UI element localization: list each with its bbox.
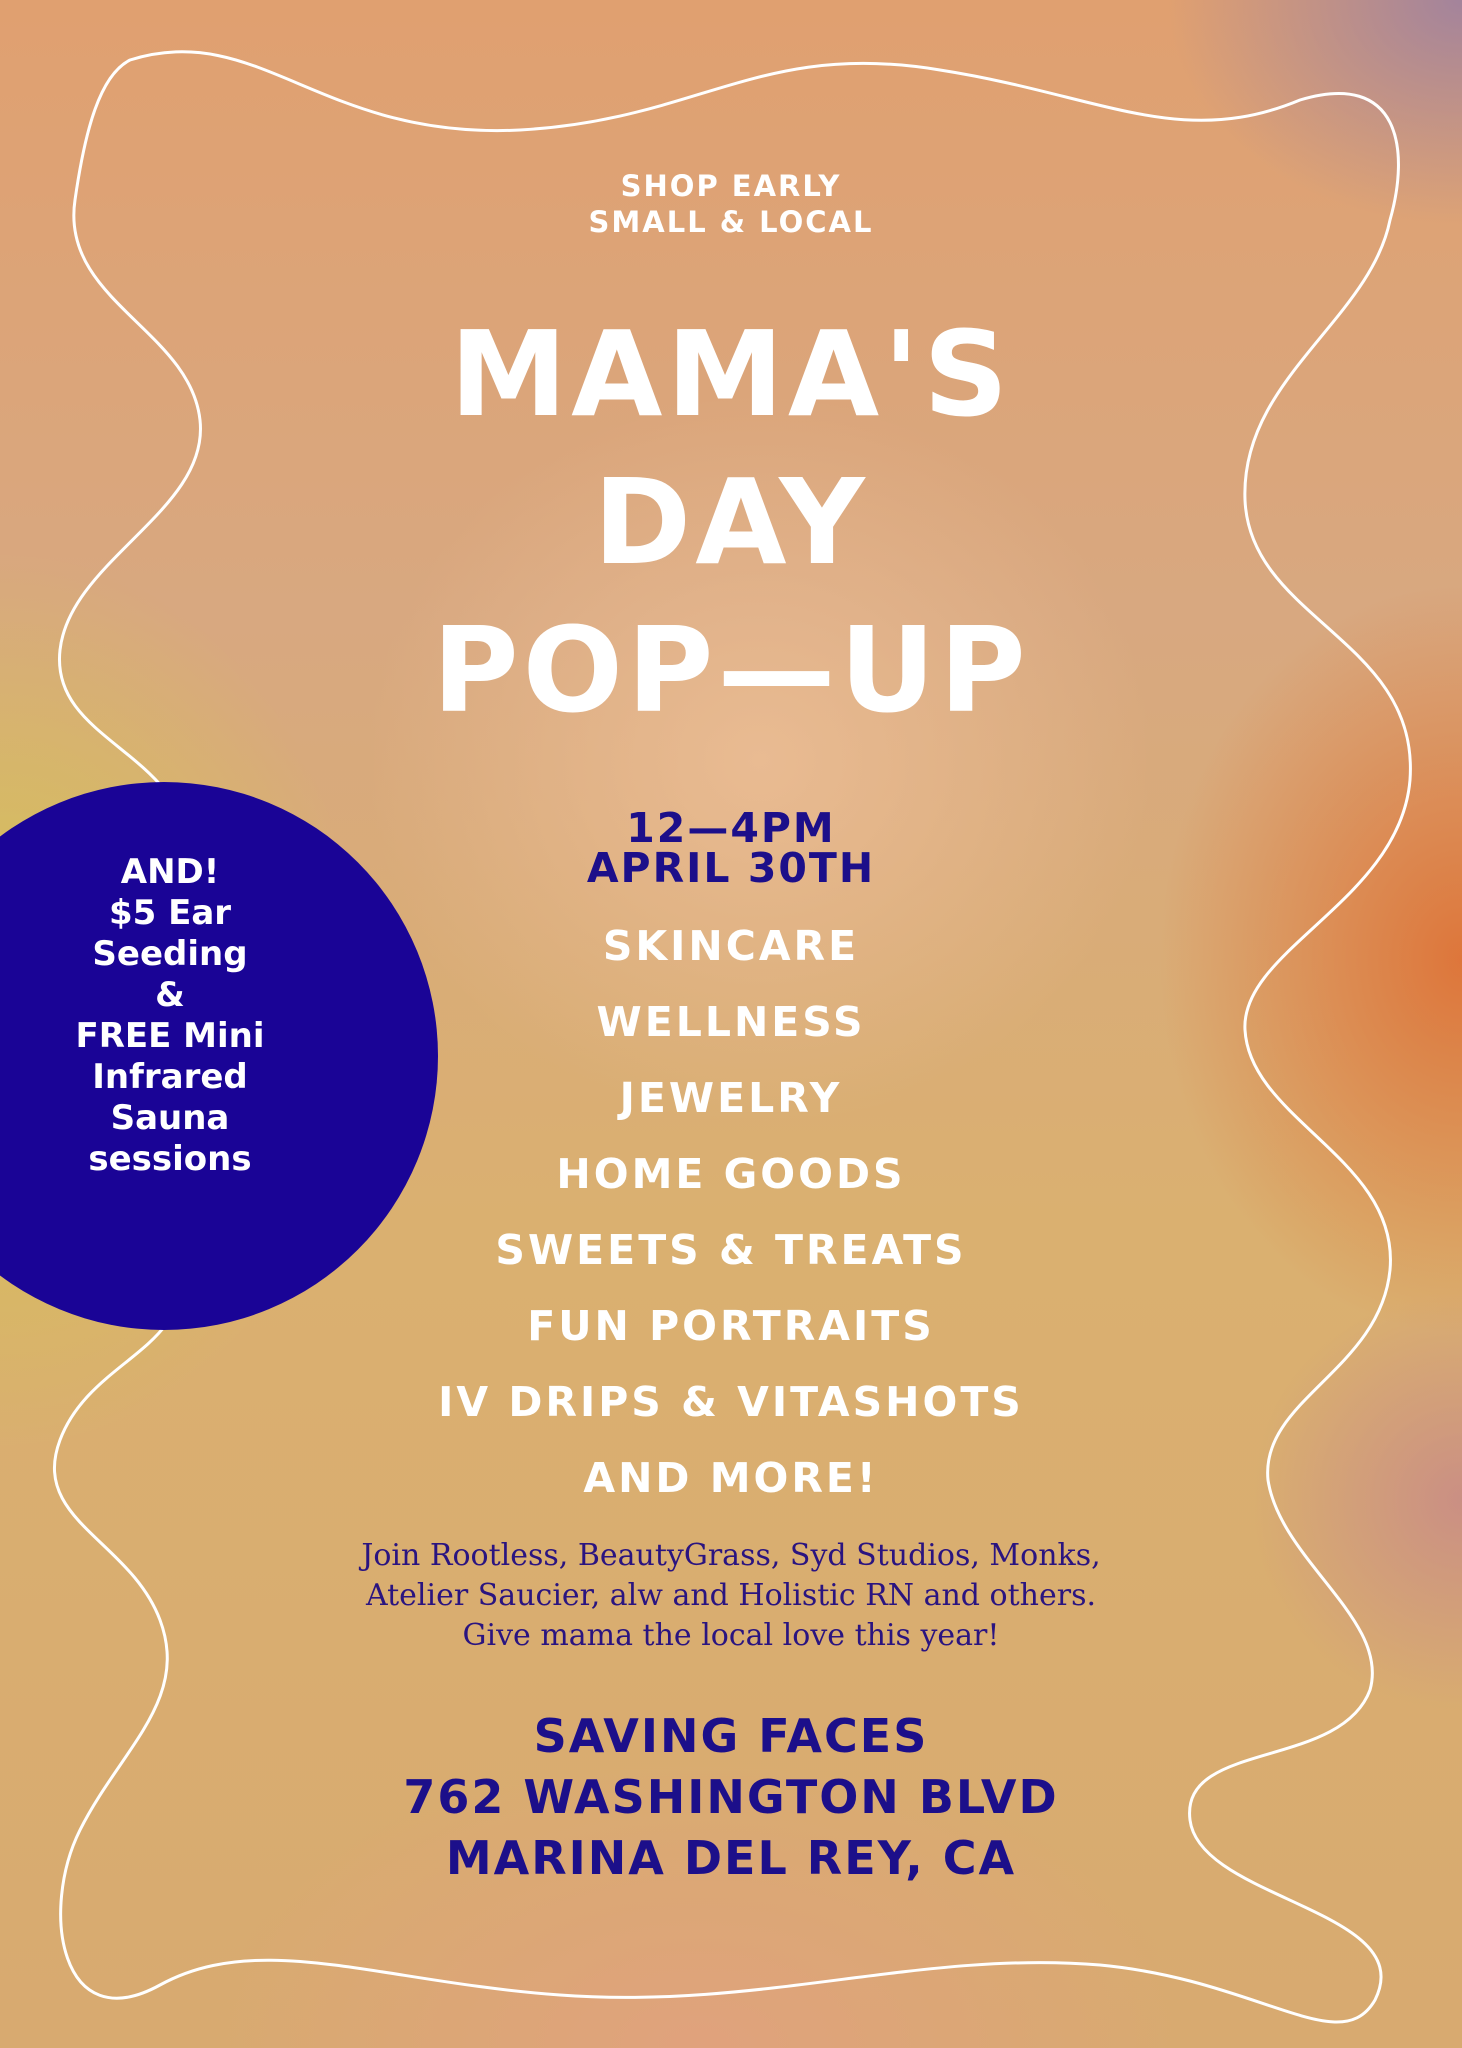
category-item: JEWELRY <box>619 1074 843 1122</box>
event-hours: 12—4PM <box>626 804 836 852</box>
category-item: HOME GOODS <box>556 1150 906 1198</box>
title-line: MAMA'S <box>449 305 1013 443</box>
category-item: SWEETS & TREATS <box>495 1226 967 1274</box>
category-item: AND MORE! <box>583 1454 879 1502</box>
title-line: POP—UP <box>432 601 1030 739</box>
promo-line: & <box>155 975 185 1015</box>
event-location <box>0 1706 1462 1889</box>
promo-line: AND! <box>120 852 220 892</box>
tagline <box>0 168 1462 240</box>
category-item: WELLNESS <box>596 998 866 1046</box>
promo-line: $5 Ear <box>108 893 232 933</box>
category-item: FUN PORTRAITS <box>527 1302 935 1350</box>
promo-text <box>20 852 320 1180</box>
intro-line: Atelier Saucier, alw and Holistic RN and others. <box>365 1578 1097 1613</box>
vendor-intro <box>0 1536 1462 1656</box>
category-item: IV DRIPS & VITASHOTS <box>438 1378 1024 1426</box>
title-line: DAY <box>593 453 869 591</box>
city-state: MARINA DEL REY, CA <box>445 1831 1017 1885</box>
category-item: SKINCARE <box>602 922 860 970</box>
venue-name: SAVING FACES <box>533 1709 929 1763</box>
promo-line: Sauna <box>110 1098 230 1138</box>
tagline-line: SHOP EARLY <box>620 169 842 203</box>
intro-line: Give mama the local love this year! <box>462 1618 1000 1653</box>
promo-line: sessions <box>88 1139 252 1179</box>
intro-line: Join Rootless, BeautyGrass, Syd Studios, Monks, <box>361 1538 1101 1573</box>
tagline-line: SMALL & LOCAL <box>588 205 874 239</box>
promo-line: Seeding <box>92 934 248 974</box>
promo-line: Infrared <box>92 1057 248 1097</box>
promo-line: FREE Mini <box>75 1016 265 1056</box>
event-date: APRIL 30TH <box>586 844 876 892</box>
street-address: 762 WASHINGTON BLVD <box>403 1770 1059 1824</box>
event-title <box>0 300 1462 744</box>
